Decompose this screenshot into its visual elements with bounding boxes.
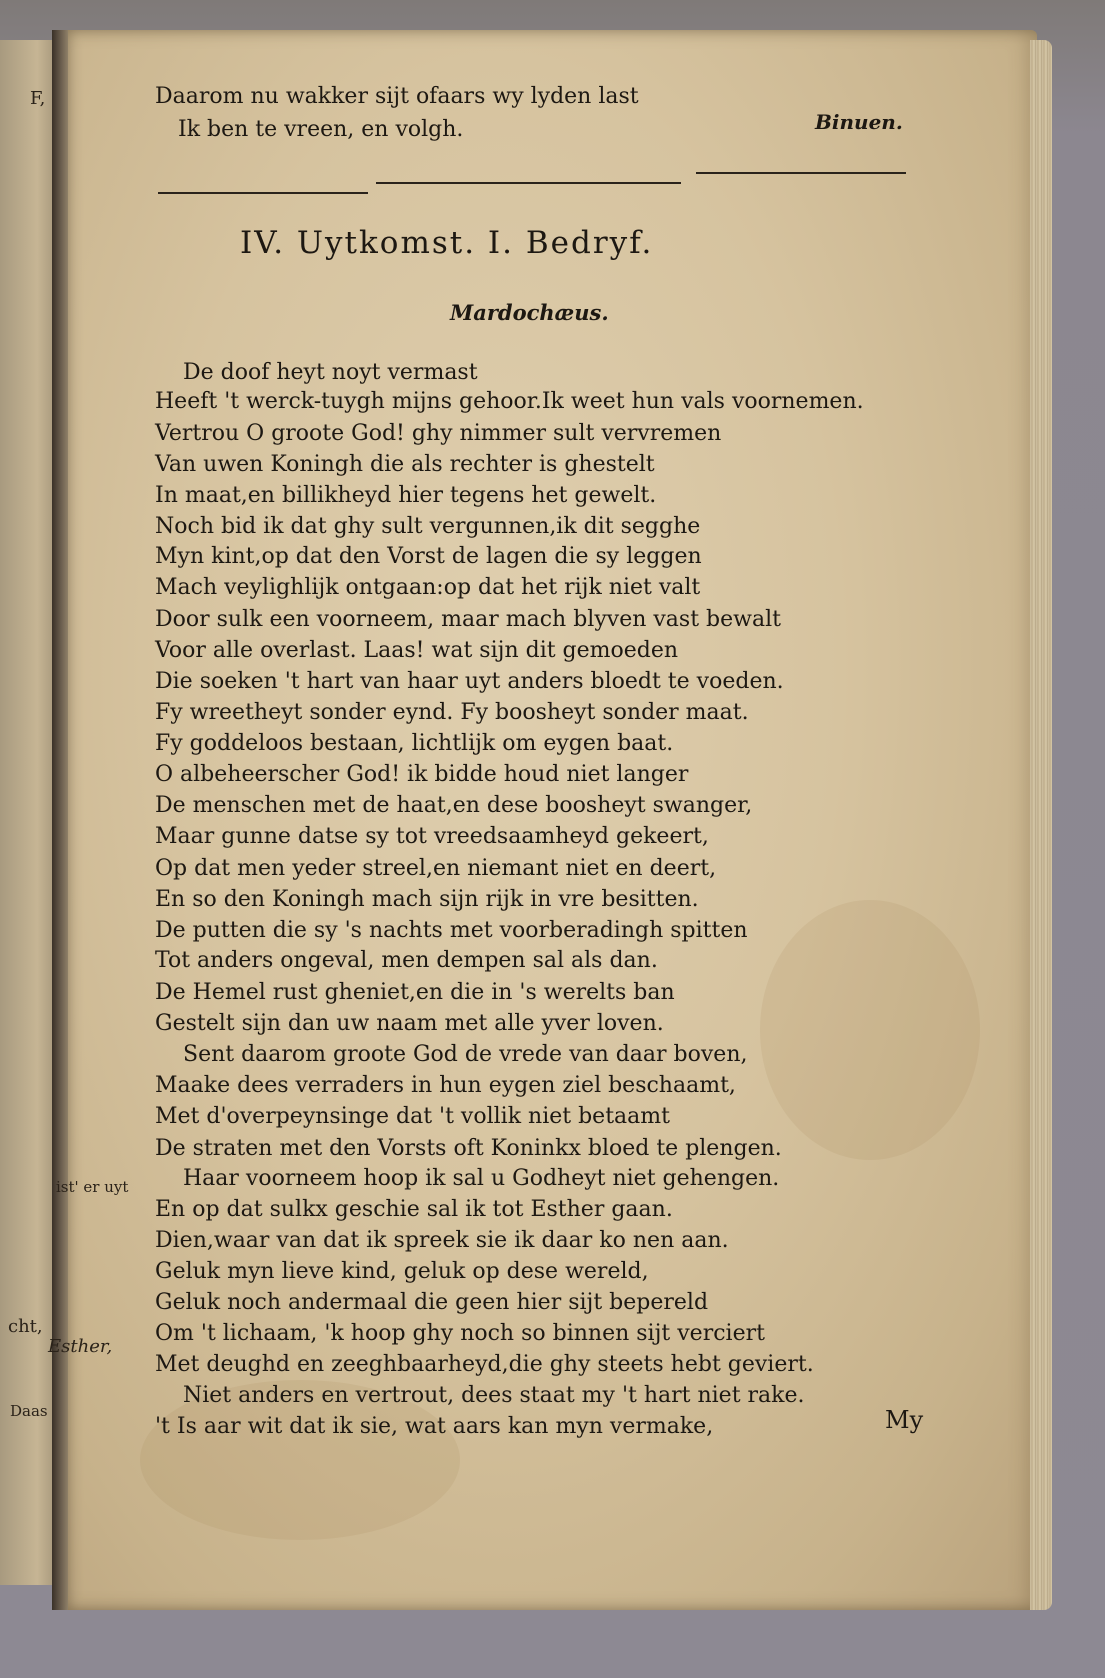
verse-line: De straten met den Vorsts oft Koninkx bloed te plengen.: [155, 1136, 782, 1161]
verse-line: Niet anders en vertrout, dees staat my 't hart niet rake.: [183, 1383, 805, 1408]
left-margin-fragment: Daas: [10, 1402, 48, 1420]
verse-line: Om 't lichaam, 'k hoop ghy noch so binnen sijt verciert: [155, 1321, 765, 1346]
verse-line: En so den Koningh mach sijn rijk in vre besitten.: [155, 887, 699, 912]
verse-line: Op dat men yeder streel,en niemant niet en deert,: [155, 856, 717, 881]
book-gutter: [52, 30, 68, 1610]
verse-line: De menschen met de haat,en dese boosheyt swanger,: [155, 793, 753, 818]
catchword-right: Binuen.: [815, 110, 903, 134]
verse-line: Voor alle overlast. Laas! wat sijn dit gemoeden: [155, 638, 679, 663]
verse-line: O albeheerscher God! ik bidde houd niet langer: [155, 762, 689, 787]
catchword-bottom: My: [885, 1406, 924, 1434]
verse-line: Sent daarom groote God de vrede van daar boven,: [183, 1042, 748, 1067]
verse-line: Noch bid ik dat ghy sult vergunnen,ik dit segghe: [155, 514, 701, 539]
left-margin-mark: F,: [30, 88, 46, 109]
verse-line: In maat,en billikheyd hier tegens het gewelt.: [155, 483, 657, 508]
act-heading: IV. Uytkomst. I. Bedryf.: [240, 225, 654, 261]
verse-line: De putten die sy 's nachts met voorberadingh spitten: [155, 918, 748, 943]
header-line: Ik ben te vreen, en volgh.: [178, 117, 464, 142]
verse-line: Maake dees verraders in hun eygen ziel beschaamt,: [155, 1073, 736, 1098]
verse-line: Tot anders ongeval, men dempen sal als dan.: [155, 948, 658, 973]
verse-line: Myn kint,op dat den Vorst de lagen die sy leggen: [155, 544, 702, 569]
verse-line: Met deughd en zeeghbaarheyd,die ghy steets hebt geviert.: [155, 1352, 814, 1377]
verse-line: Geluk myn lieve kind, geluk op dese wereld,: [155, 1259, 649, 1284]
verse-line: 't Is aar wit dat ik sie, wat aars kan myn vermake,: [155, 1414, 714, 1439]
verse-line: De doof heyt noyt vermast: [183, 360, 478, 385]
verse-line: Heeft 't werck-tuygh mijns gehoor.Ik weet hun vals voornemen.: [155, 389, 864, 414]
verse-line: Die soeken 't hart van haar uyt anders bloedt te voeden.: [155, 669, 784, 694]
verse-line: Geluk noch andermaal die geen hier sijt bepereld: [155, 1290, 709, 1315]
page-edges: [1030, 40, 1052, 1610]
verse-line: Vertrou O groote God! ghy nimmer sult vervremen: [155, 421, 722, 446]
verse-line: Met d'overpeynsinge dat 't vollik niet betaamt: [155, 1104, 670, 1129]
paper-stain: [760, 900, 980, 1160]
verse-line: Dien,waar van dat ik spreek sie ik daar ko nen aan.: [155, 1228, 729, 1253]
divider-rule: [158, 192, 368, 194]
verse-line: Mach veylighlijk ontgaan:op dat het rijk niet valt: [155, 575, 701, 600]
header-line: Daarom nu wakker sijt ofaars wy lyden last: [155, 84, 639, 109]
speaker-name: Mardochæus.: [450, 300, 609, 325]
verse-line: Van uwen Koningh die als rechter is ghestelt: [155, 452, 655, 477]
divider-rule: [696, 172, 906, 174]
verse-line: En op dat sulkx geschie sal ik tot Esther gaan.: [155, 1197, 673, 1222]
verse-line: Fy goddeloos bestaan, lichtlijk om eygen baat.: [155, 731, 674, 756]
left-margin-fragment: cht,: [8, 1316, 43, 1337]
verse-line: Fy wreetheyt sonder eynd. Fy boosheyt sonder maat.: [155, 700, 749, 725]
left-margin-exit-note: ist' er uyt: [56, 1178, 129, 1196]
verse-line: Maar gunne datse sy tot vreedsaamheyd gekeert,: [155, 824, 709, 849]
divider-rule: [376, 182, 681, 184]
verse-line: Gestelt sijn dan uw naam met alle yver loven.: [155, 1011, 664, 1036]
verse-line: De Hemel rust gheniet,en die in 's werelts ban: [155, 980, 675, 1005]
left-margin-speaker: Esther,: [48, 1336, 113, 1357]
verse-line: Haar voorneem hoop ik sal u Godheyt niet gehengen.: [183, 1166, 780, 1191]
verse-line: Door sulk een voorneem, maar mach blyven vast bewalt: [155, 607, 781, 632]
